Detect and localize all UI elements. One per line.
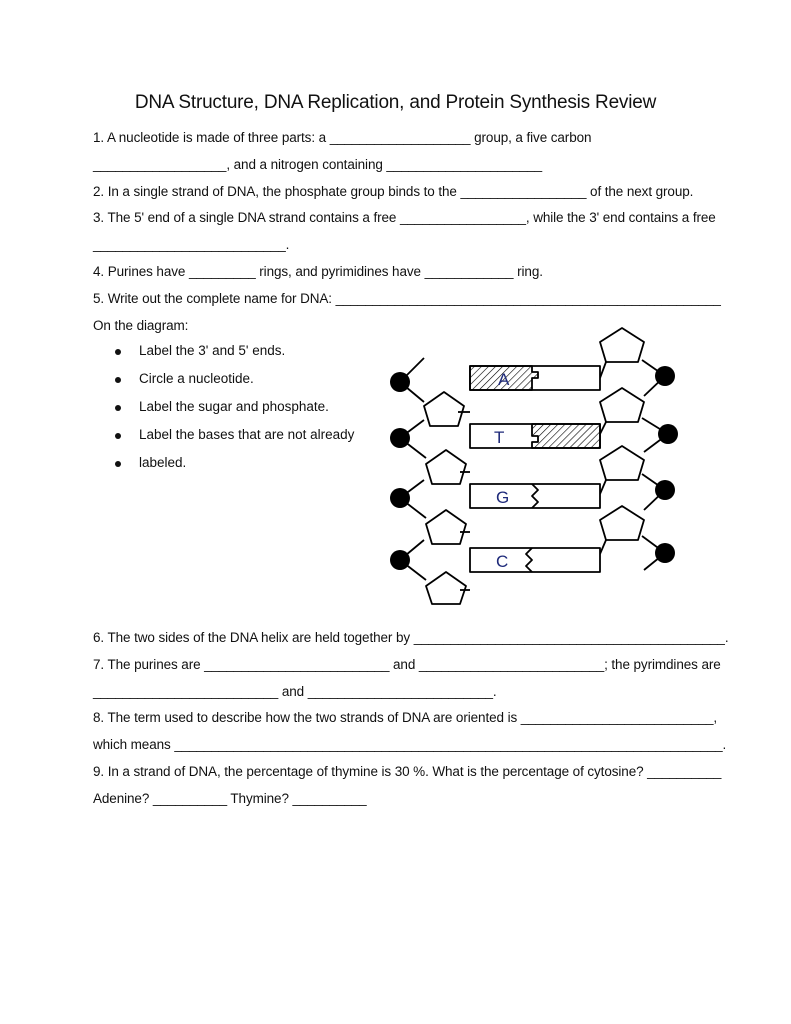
phosphate-circle xyxy=(390,488,410,508)
diagram-instructions xyxy=(112,343,354,483)
instruction-item: Label the sugar and phosphate. xyxy=(112,399,354,427)
sugar-pentagon xyxy=(426,450,466,484)
question-3-line-1: 3. The 5' end of a single DNA strand contains a free _________________, while the 3' end contains a free xyxy=(93,210,716,225)
question-9-line-1: 9. In a strand of DNA, the percentage of thymine is 30 %. What is the percentage of cytosine? __________ xyxy=(93,764,722,779)
phosphate-circle xyxy=(658,424,678,444)
glycosidic-bond xyxy=(600,422,606,434)
sugar-pentagon xyxy=(600,506,644,540)
dna-diagram xyxy=(384,322,684,612)
instruction-item: Label the bases that are not already xyxy=(112,427,354,455)
question-3-line-2: __________________________. xyxy=(93,237,290,252)
question-6: 6. The two sides of the DNA helix are held together by __________________________________________. xyxy=(93,630,729,645)
question-5: 5. Write out the complete name for DNA: ____________________________________________________ xyxy=(93,291,721,306)
question-8-line-2: which means __________________________________________________________________________. xyxy=(93,737,727,752)
instruction-item: labeled. xyxy=(112,455,354,483)
base-label-c: C xyxy=(496,552,509,571)
instruction-item: Label the 3' and 5' ends. xyxy=(112,343,354,371)
base-label-g: G xyxy=(496,488,510,507)
phosphate-circle xyxy=(390,550,410,570)
phosphate-circle xyxy=(655,480,675,500)
base-pair-rung xyxy=(470,548,600,572)
phosphate-circle xyxy=(390,372,410,392)
question-9-line-2: Adenine? __________ Thymine? __________ xyxy=(93,791,367,806)
question-7-line-2: _________________________ and _________________________. xyxy=(93,684,497,699)
phosphate-circle xyxy=(655,543,675,563)
phosphate-circle xyxy=(655,366,675,386)
base-label-a: A xyxy=(498,370,510,389)
unlabeled-base xyxy=(532,424,600,448)
instruction-item: Circle a nucleotide. xyxy=(112,371,354,399)
phosphate-circle xyxy=(390,428,410,448)
page-title: DNA Structure, DNA Replication, and Protein Synthesis Review xyxy=(134,92,657,113)
sugar-pentagon xyxy=(424,392,464,426)
sugar-pentagon xyxy=(426,572,466,604)
question-1-line-2: __________________, and a nitrogen containing _____________________ xyxy=(93,157,542,172)
sugar-pentagon xyxy=(600,446,644,480)
base-label-t: T xyxy=(494,428,505,447)
glycosidic-bond xyxy=(600,362,606,378)
glycosidic-bond xyxy=(600,480,606,494)
question-7-line-1: 7. The purines are _________________________ and _________________________; the pyrimdines are xyxy=(93,657,721,672)
diagram-intro: On the diagram: xyxy=(93,318,189,333)
question-1-line-1: 1. A nucleotide is made of three parts: a ___________________ group, a five carbon xyxy=(93,130,592,145)
sugar-pentagon xyxy=(426,510,466,544)
glycosidic-bond xyxy=(600,540,606,554)
question-4: 4. Purines have _________ rings, and pyrimidines have ____________ ring. xyxy=(93,264,543,279)
question-8-line-1: 8. The term used to describe how the two strands of DNA are oriented is __________________________, xyxy=(93,710,718,725)
question-2: 2. In a single strand of DNA, the phosphate group binds to the _________________ of the next group. xyxy=(93,184,694,199)
sugar-pentagon xyxy=(600,328,644,362)
base-labels xyxy=(494,370,510,571)
sugar-pentagon xyxy=(600,388,644,422)
